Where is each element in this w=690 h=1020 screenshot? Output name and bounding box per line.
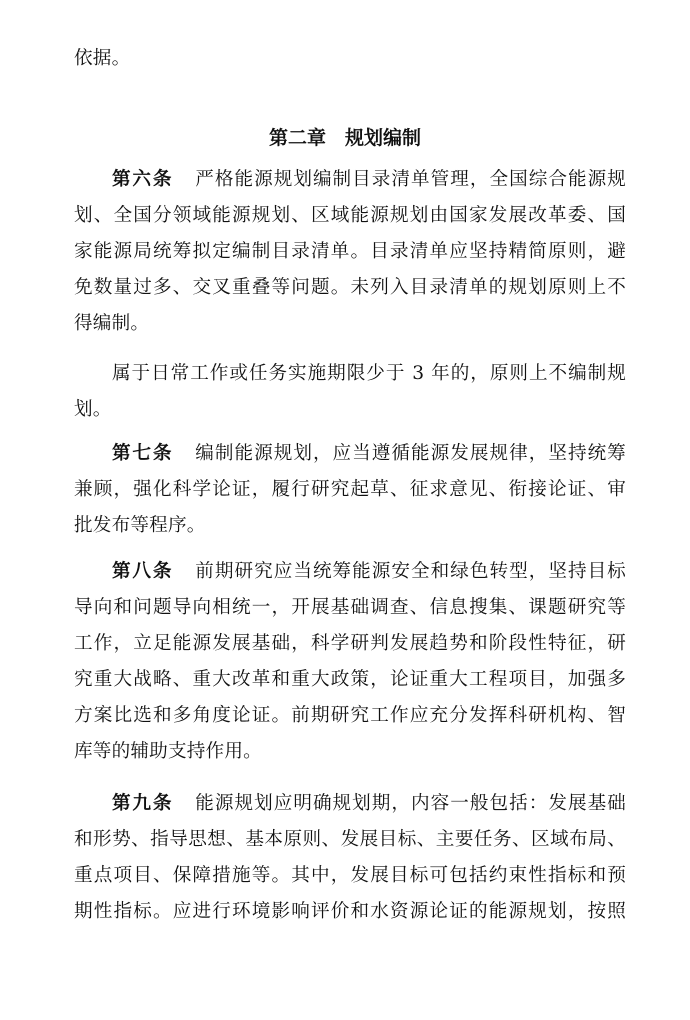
paragraph-line-2: 划。: [74, 399, 112, 420]
article-8-line-3: 工作，立足能源发展基础，科学研判发展趋势和阶段性特征，研: [74, 633, 626, 654]
article-7-line-2: 兼顾，强化科学论证，履行研究起草、征求意见、衔接论证、审: [74, 479, 626, 500]
article-9-label: 第九条: [112, 793, 174, 814]
article-8-line-4: 究重大战略、重大改革和重大政策，论证重大工程项目，加强多: [74, 669, 626, 690]
article-9-line-1: [112, 786, 626, 822]
article-9-text-1: 能源规划应明确规划期，内容一般包括：发展基础: [195, 793, 626, 814]
carryover-text: 依据。: [74, 48, 131, 69]
chapter-title: 第二章 规划编制: [268, 127, 421, 149]
article-9-line-3: 重点项目、保障措施等。其中，发展目标可包括约束性指标和预: [74, 865, 626, 886]
article-6-line-2: 划、全国分领域能源规划、区域能源规划由国家发展改革委、国: [74, 205, 626, 226]
paragraph-line-1: 属于日常工作或任务实施期限少于 3 年的，原则上不编制规: [112, 363, 626, 384]
article-8-line-6: 库等的辅助支持作用。: [74, 741, 262, 762]
article-8-text-1: 前期研究应当统筹能源安全和绿色转型，坚持目标: [195, 561, 626, 582]
article-9-line-2: 和形势、指导思想、基本原则、发展目标、主要任务、区域布局、: [74, 829, 626, 850]
article-6-line-3: 家能源局统筹拟定编制目录清单。目录清单应坚持精简原则，避: [74, 241, 626, 262]
article-7-text-1: 编制能源规划，应当遵循能源发展规律，坚持统筹: [195, 443, 626, 464]
article-7-line-3: 批发布等程序。: [74, 515, 206, 536]
article-6-label: 第六条: [112, 169, 174, 190]
article-7-line-1: [112, 436, 626, 472]
article-8-line-1: [112, 554, 626, 590]
article-8-line-5: 方案比选和多角度论证。前期研究工作应充分发挥科研机构、智: [74, 705, 626, 726]
article-7-label: 第七条: [112, 443, 174, 464]
article-8-label: 第八条: [112, 561, 174, 582]
article-9-line-4: 期性指标。应进行环境影响评价和水资源论证的能源规划，按照: [74, 901, 626, 922]
article-6-line-5: 得编制。: [74, 313, 150, 334]
article-8-line-2: 导向和问题导向相统一，开展基础调查、信息搜集、课题研究等: [74, 597, 626, 618]
article-6-line-1: [112, 162, 626, 198]
article-6-text-1: 严格能源规划编制目录清单管理，全国综合能源规: [195, 169, 626, 190]
article-6-line-4: 免数量过多、交叉重叠等问题。未列入目录清单的规划原则上不: [74, 277, 626, 298]
